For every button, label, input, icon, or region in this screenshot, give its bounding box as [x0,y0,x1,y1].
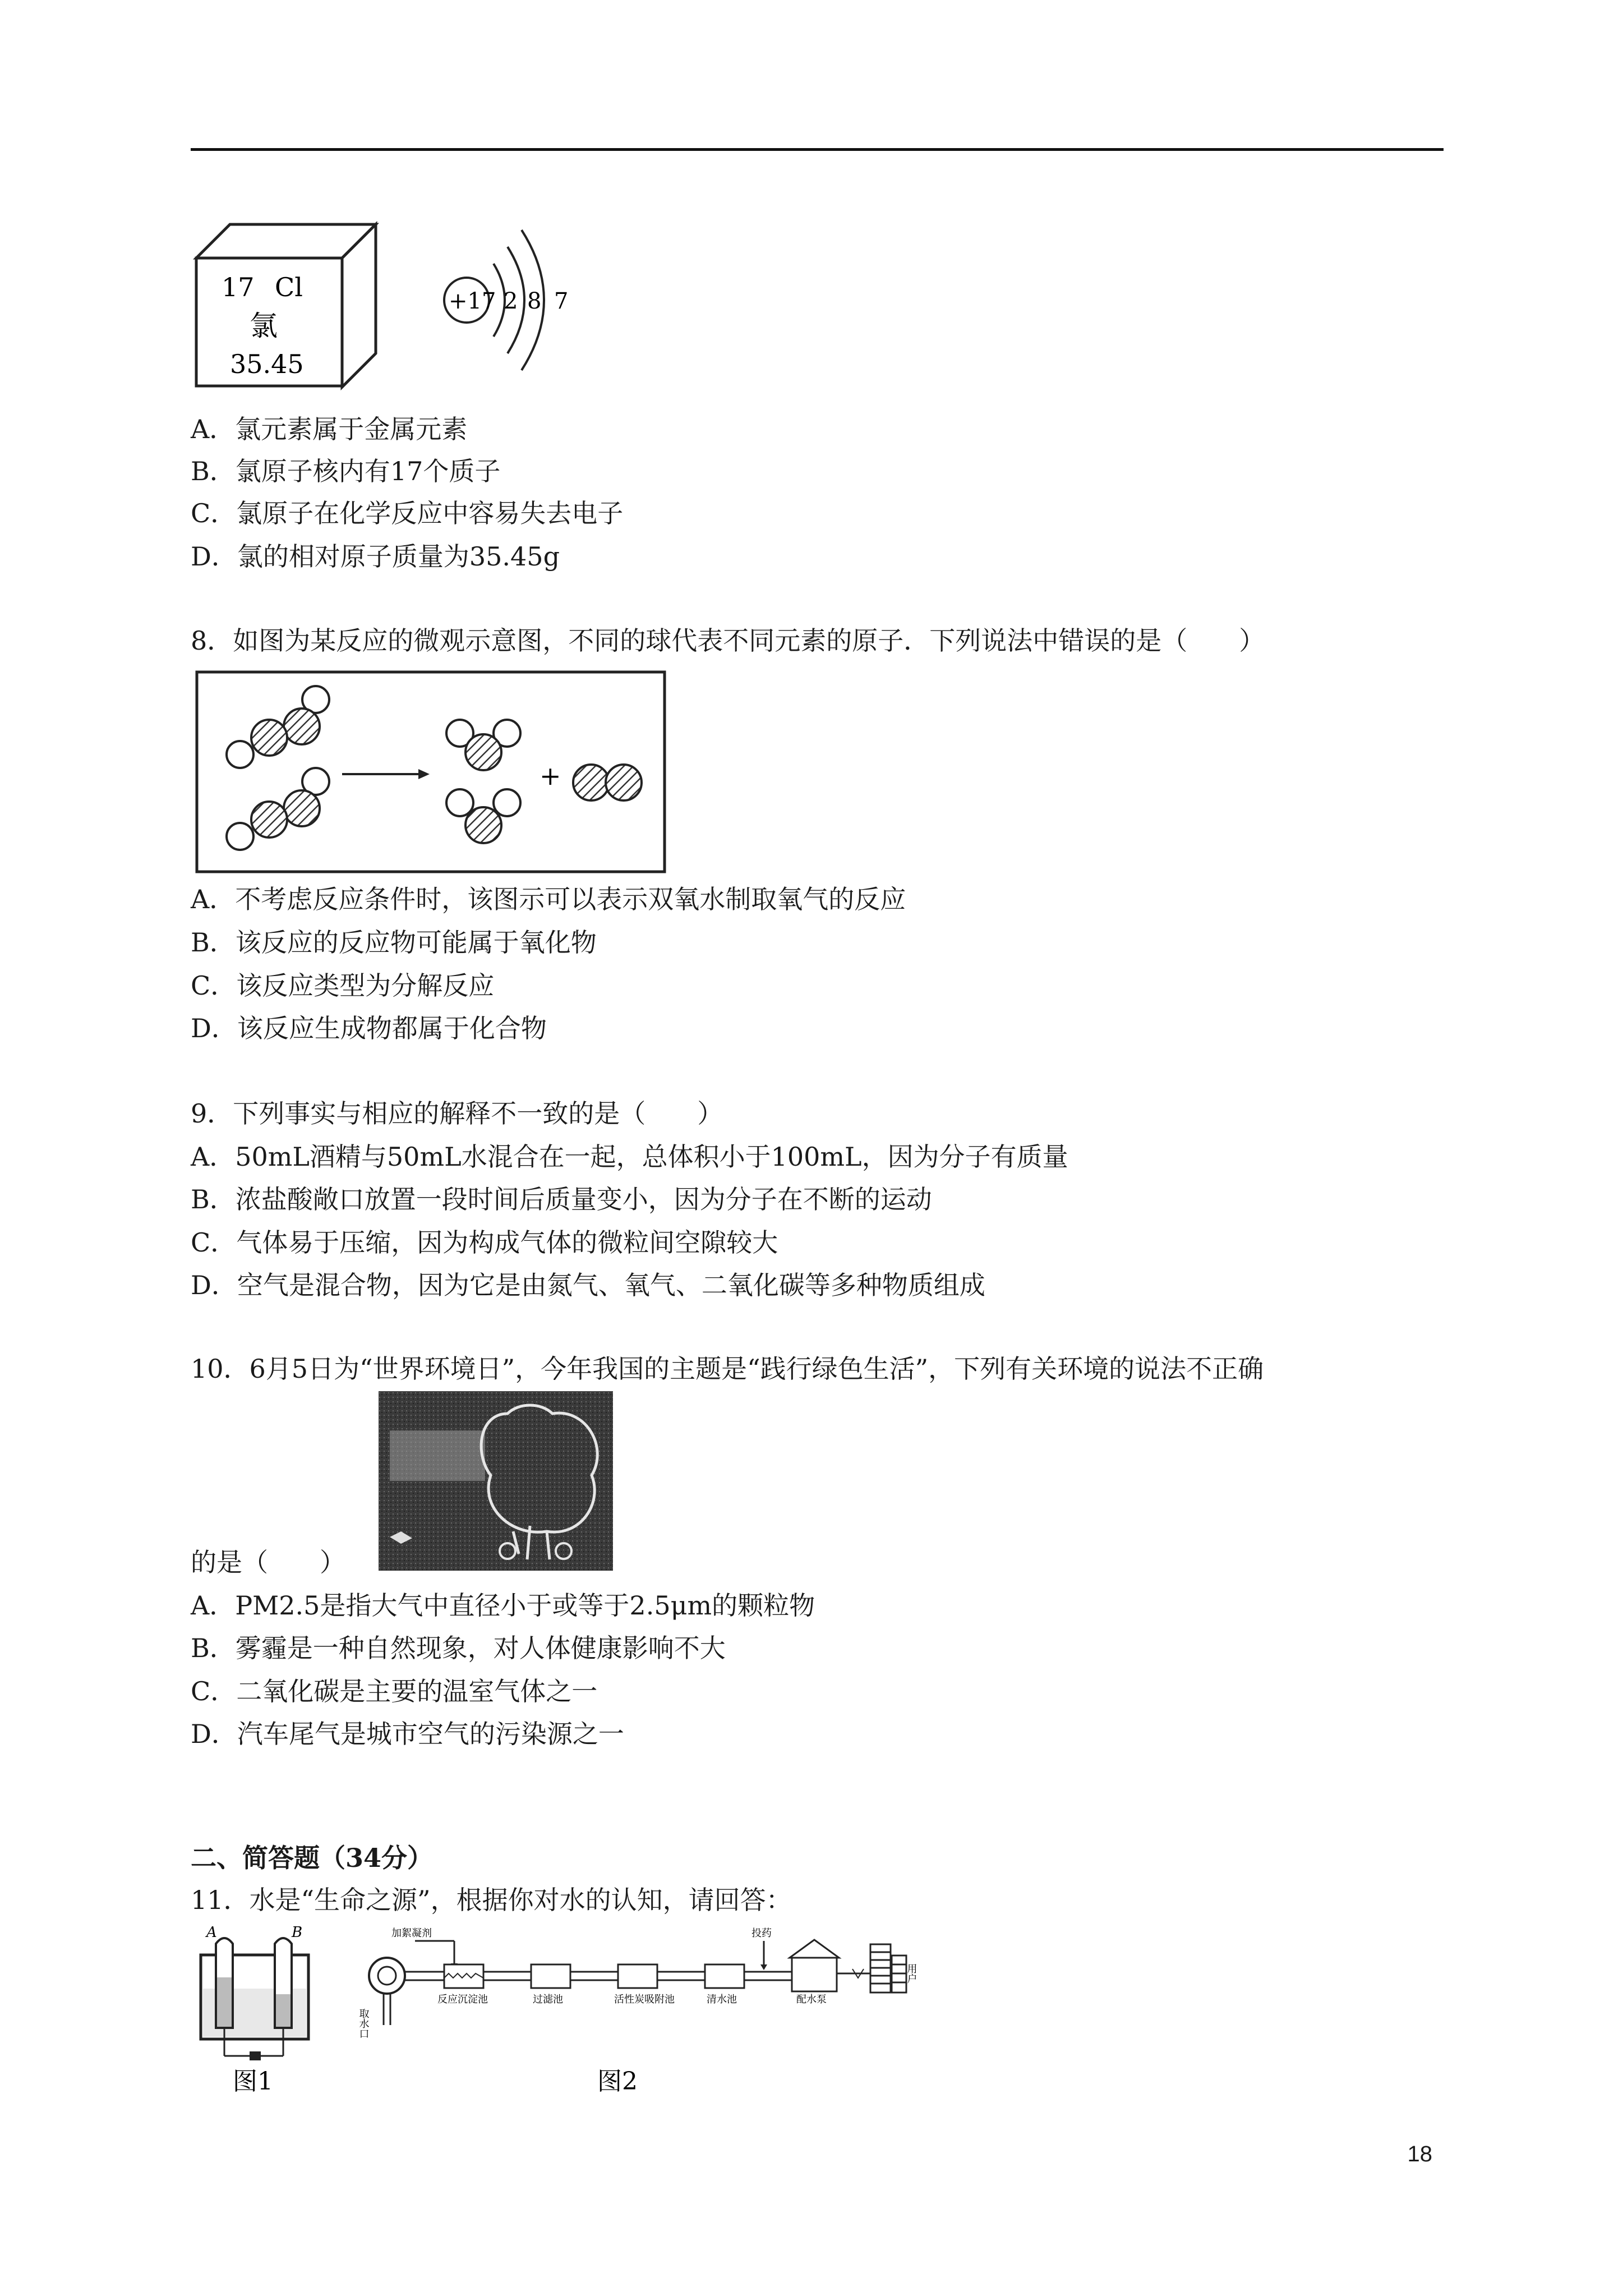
shell-3: 7 [554,288,569,314]
q7-option-c: C．氯原子在化学反应中容易失去电子 [191,498,624,528]
figure-2-caption: 图2 [597,2067,638,2096]
carbon-tank-label: 活性炭吸附池 [614,1994,675,2005]
q8-option-a: A．不考虑反应条件时，该图示可以表示双氧水制取氧气的反应 [191,884,906,914]
q7-option-b: B．氯原子核内有17个质子 [191,456,501,486]
q10-option-a: A．PM2.5是指大气中直径小于或等于2.5μm的颗粒物 [191,1590,815,1621]
electrolysis-figure [191,1921,320,2095]
nucleus-charge: +17 [449,288,496,314]
q10-stem: 10．6月5日为“世界环境日”，今年我国的主题是“践行绿色生活”，下列有关环境的说法不正确 [191,1354,1264,1384]
q11-stem: 11．水是“生命之源”，根据你对水的认知，请回答： [191,1885,792,1915]
q9-stem: 9．下列事实与相应的解释不一致的是（ ） [191,1098,723,1129]
element-number: 17 [222,272,255,302]
dosing-label: 投药 [751,1927,772,1939]
element-symbol: Cl [275,272,303,302]
user-label: 用户 [905,1963,917,1984]
water-treatment-figure [359,1924,931,2095]
reaction-plus: + [540,761,561,791]
q10-option-b: B．雾霾是一种自然现象，对人体健康影响不大 [191,1633,726,1663]
pump-label: 配水泵 [796,1994,827,2005]
q9-option-d: D．空气是混合物，因为它是由氮气、氧气、二氧化碳等多种物质组成 [191,1270,985,1300]
q8-option-c: C．该反应类型为分解反应 [191,970,495,1001]
q9-option-a: A．50mL酒精与50mL水混合在一起，总体积小于100mL，因为分子有质量 [191,1142,1068,1172]
q10-option-d: D．汽车尾气是城市空气的污染源之一 [191,1719,624,1749]
section-heading: 二、简答题（34分） [191,1843,434,1873]
q9-option-c: C．气体易于压缩，因为构成气体的微粒间空隙较大 [191,1227,778,1258]
element-name: 氯 [250,310,278,342]
q8-stem: 8．如图为某反应的微观示意图，不同的球代表不同元素的原子．下列说法中错误的是（ ） [191,625,1265,656]
reaction-diagram [195,670,666,873]
q10-stem-end: 的是（ ） [191,1547,345,1577]
tube-a-label: A [206,1924,217,1941]
reaction-tank-label: 反应沉淀池 [437,1994,488,2005]
q8-option-b: B．该反应的反应物可能属于氧化物 [191,927,597,958]
environment-day-photo [379,1391,613,1571]
shell-1: 2 [504,288,518,314]
filter-tank-label: 过滤池 [533,1994,563,2005]
q7-option-a: A．氯元素属于金属元素 [191,414,468,444]
q10-option-c: C．二氧化碳是主要的温室气体之一 [191,1676,598,1706]
tube-b-label: B [292,1924,303,1941]
element-mass: 35.45 [230,349,304,379]
q9-option-b: B．浓盐酸敞口放置一段时间后质量变小，因为分子在不断的运动 [191,1184,932,1214]
chlorine-element-figure [191,202,594,387]
q8-option-d: D．该反应生成物都属于化合物 [191,1013,547,1043]
shell-2: 8 [527,288,542,314]
add-coagulant-label: 加絮凝剂 [391,1927,432,1939]
intake-label: 取水口 [357,2008,370,2039]
header-rule [191,148,1444,151]
q7-option-d: D．氯的相对原子质量为35.45g [191,541,560,572]
figure-1-caption: 图1 [233,2067,273,2096]
clear-tank-label: 清水池 [707,1994,737,2005]
page-number: 18 [1407,2142,1432,2166]
